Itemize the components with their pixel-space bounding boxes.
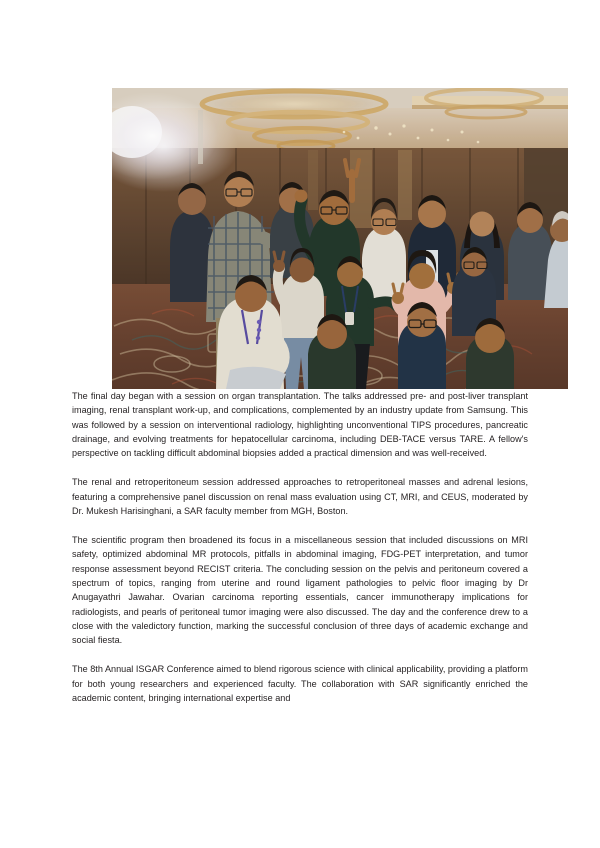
paragraph-2: The renal and retroperitoneum session addressed approaches to retroperitoneal masses and adrenal lesions, featuring a comprehensive panel discussion on renal mass evaluation using CT, MRI, and CEUS, moderated by Dr. Mukesh Harisinghani, a SAR faculty member from MGH, Boston. bbox=[72, 477, 528, 516]
paragraph-1: The final day began with a session on organ transplantation. The talks addressed pre- and post-liver transplant imaging, renal transplant work-up, and complications, complemented by an industry update from Samsung. This was followed by a session on interventional radiology, highlighting unconventional TIPS procedures, pancreatic drainage, and evolving treatments for hepatocellular carcinoma, including DEB-TACE versus TARE. A fellow's perspective on tackling difficult abdominal biopsies added a practical dimension and was well-received. bbox=[72, 391, 528, 459]
conference-group-photo-image bbox=[112, 88, 568, 389]
conference-group-photo bbox=[112, 88, 568, 389]
paragraph-3: The scientific program then broadened its focus in a miscellaneous session that included discussions on MRI safety, optimized abdominal MR protocols, pitfalls in abdominal imaging, FDG-PET interpretation, and tumor response assessment beyond RECIST criteria. The concluding session on the pelvis and peritoneum covered a spectrum of topics, ranging from uterine and round ligament pathologies to pelvic floor imaging by Dr Anugayathri Jawahar. Ovarian carcinoma reporting essentials, cancer immunotherapy implications for radiologists, and pearls of peritoneal tumor imaging were also discussed. The day and the conference drew to a close with the valedictory function, marking the successful conclusion of three days of academic exchange and social fiesta. bbox=[72, 534, 528, 646]
paragraph-4: The 8th Annual ISGAR Conference aimed to blend rigorous science with clinical applicability, providing a platform for both young researchers and experienced faculty. The collaboration with SAR significantly enriched the academic content, bringing international expertise and bbox=[72, 664, 528, 703]
article-body bbox=[72, 389, 528, 705]
